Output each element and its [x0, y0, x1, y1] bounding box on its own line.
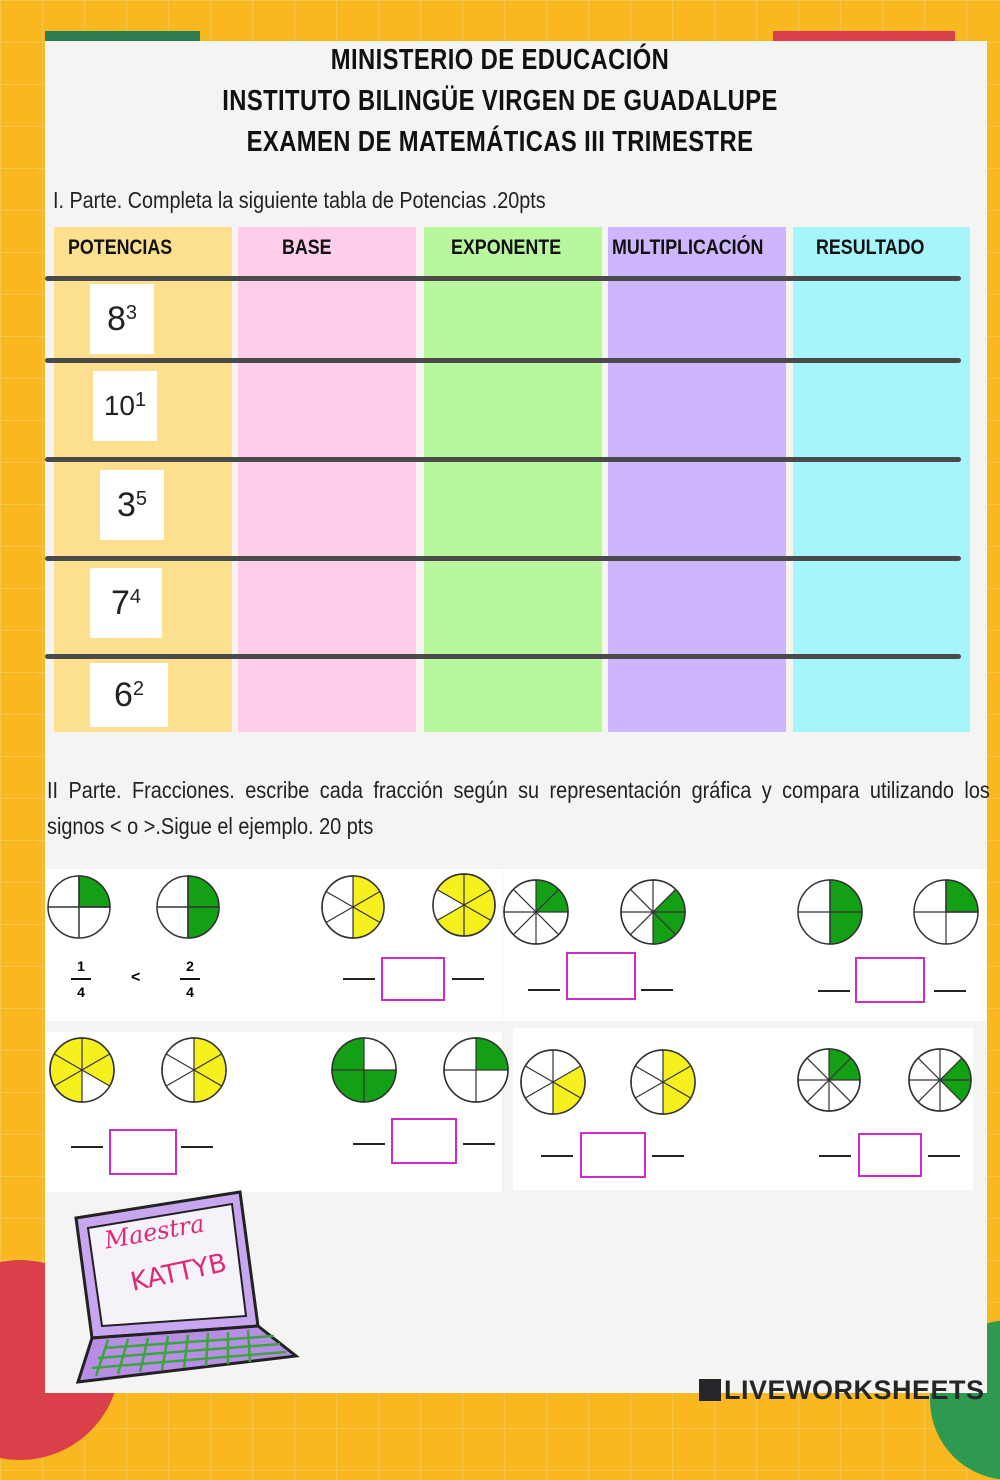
circle-yellow-sixths-d [162, 1038, 226, 1102]
circle-yellow-sixths-f [631, 1050, 695, 1114]
power-exponent: 4 [129, 585, 142, 608]
compare-answer-box[interactable] [855, 957, 925, 1003]
header-line-3: EXAMEN DE MATEMÁTICAS III TRIMESTRE [246, 126, 754, 158]
fraction-blank[interactable] [541, 1155, 573, 1157]
compare-answer-box[interactable] [391, 1118, 457, 1164]
logo-text-maestra: Maestra [102, 1209, 207, 1255]
header-multiplicacion: MULTIPLICACIÓN [612, 236, 764, 259]
power-base: 10 [103, 390, 136, 421]
liveworksheets-brand [699, 1375, 985, 1406]
circle-green-eighths-b [621, 880, 685, 944]
compare-answer-box[interactable] [858, 1133, 922, 1177]
fraction-blank[interactable] [928, 1155, 960, 1157]
power-base: 7 [110, 583, 130, 622]
power-exponent: 5 [135, 487, 148, 510]
power-exponent: 1 [135, 388, 147, 411]
header-line-2: INSTITUTO BILINGÜE VIRGEN DE GUADALUPE [222, 85, 778, 117]
circle-green-eighths-a [504, 880, 568, 944]
circle-two-quarters-b [798, 880, 862, 944]
power-base: 8 [106, 299, 126, 338]
numerator: 1 [77, 958, 85, 974]
fraction-blank[interactable] [181, 1146, 213, 1148]
fraction-blank[interactable] [353, 1143, 385, 1145]
circle-two-quarters [157, 876, 219, 938]
part2-instruction-line-2: signos < o >.Sigue el ejemplo. 20 pts [47, 813, 374, 839]
header-line-1: MINISTERIO DE EDUCACIÓN [330, 44, 670, 76]
fraction-blank[interactable] [528, 989, 560, 991]
fraction-blank[interactable] [819, 1155, 851, 1157]
example-fraction-right [180, 958, 200, 1000]
power-exponent: 2 [132, 677, 145, 700]
compare-answer-box[interactable] [566, 952, 636, 1000]
circle-yellow-sixths-b [433, 874, 495, 936]
fraction-bar [180, 978, 200, 980]
denominator: 4 [77, 984, 85, 1000]
fraction-blank[interactable] [652, 1155, 684, 1157]
fraction-blank[interactable] [452, 978, 484, 980]
fraction-blank[interactable] [463, 1143, 495, 1145]
brand-text: LIVEWORKSHEETS [724, 1375, 985, 1405]
compare-answer-box[interactable] [580, 1132, 646, 1178]
numerator: 2 [186, 958, 194, 974]
brand-logo-icon [699, 1379, 721, 1401]
header-potencias: POTENCIAS [68, 236, 173, 259]
circle-yellow-sixths-c [50, 1038, 114, 1102]
power-base: 6 [113, 675, 133, 714]
circle-one-quarter-c [444, 1038, 508, 1102]
circle-yellow-sixths-a [322, 876, 384, 938]
power-base: 3 [116, 485, 136, 524]
fraction-blank[interactable] [343, 978, 375, 980]
logo-text-kattyb: KATTYB [127, 1248, 230, 1298]
compare-answer-box[interactable] [381, 957, 445, 1001]
part2-instruction-line-1: II Parte. Fracciones. escribe cada fracción según su representación gráfica y compara utilizando los [47, 777, 990, 803]
denominator: 4 [186, 984, 194, 1000]
circle-one-quarter [48, 876, 110, 938]
fraction-blank[interactable] [641, 989, 673, 991]
header-base: BASE [282, 236, 332, 259]
header-resultado: RESULTADO [816, 236, 925, 259]
circle-one-quarter-b [914, 880, 978, 944]
fraction-bar [71, 978, 91, 980]
circle-green-eighths-d [909, 1049, 971, 1111]
circle-yellow-sixths-e [521, 1050, 585, 1114]
fraction-blank[interactable] [934, 990, 966, 992]
part1-instruction: I. Parte. Completa la siguiente tabla de Potencias .20pts [53, 187, 546, 213]
header-exponente: EXPONENTE [451, 236, 562, 259]
example-fraction-left [71, 958, 91, 1000]
power-exponent: 3 [125, 301, 138, 324]
circle-three-quarters [332, 1038, 396, 1102]
example-compare-sign: < [131, 969, 141, 986]
compare-answer-box[interactable] [109, 1129, 177, 1175]
fraction-blank[interactable] [71, 1146, 103, 1148]
fraction-blank[interactable] [818, 990, 850, 992]
circle-green-eighths-c [798, 1049, 860, 1111]
